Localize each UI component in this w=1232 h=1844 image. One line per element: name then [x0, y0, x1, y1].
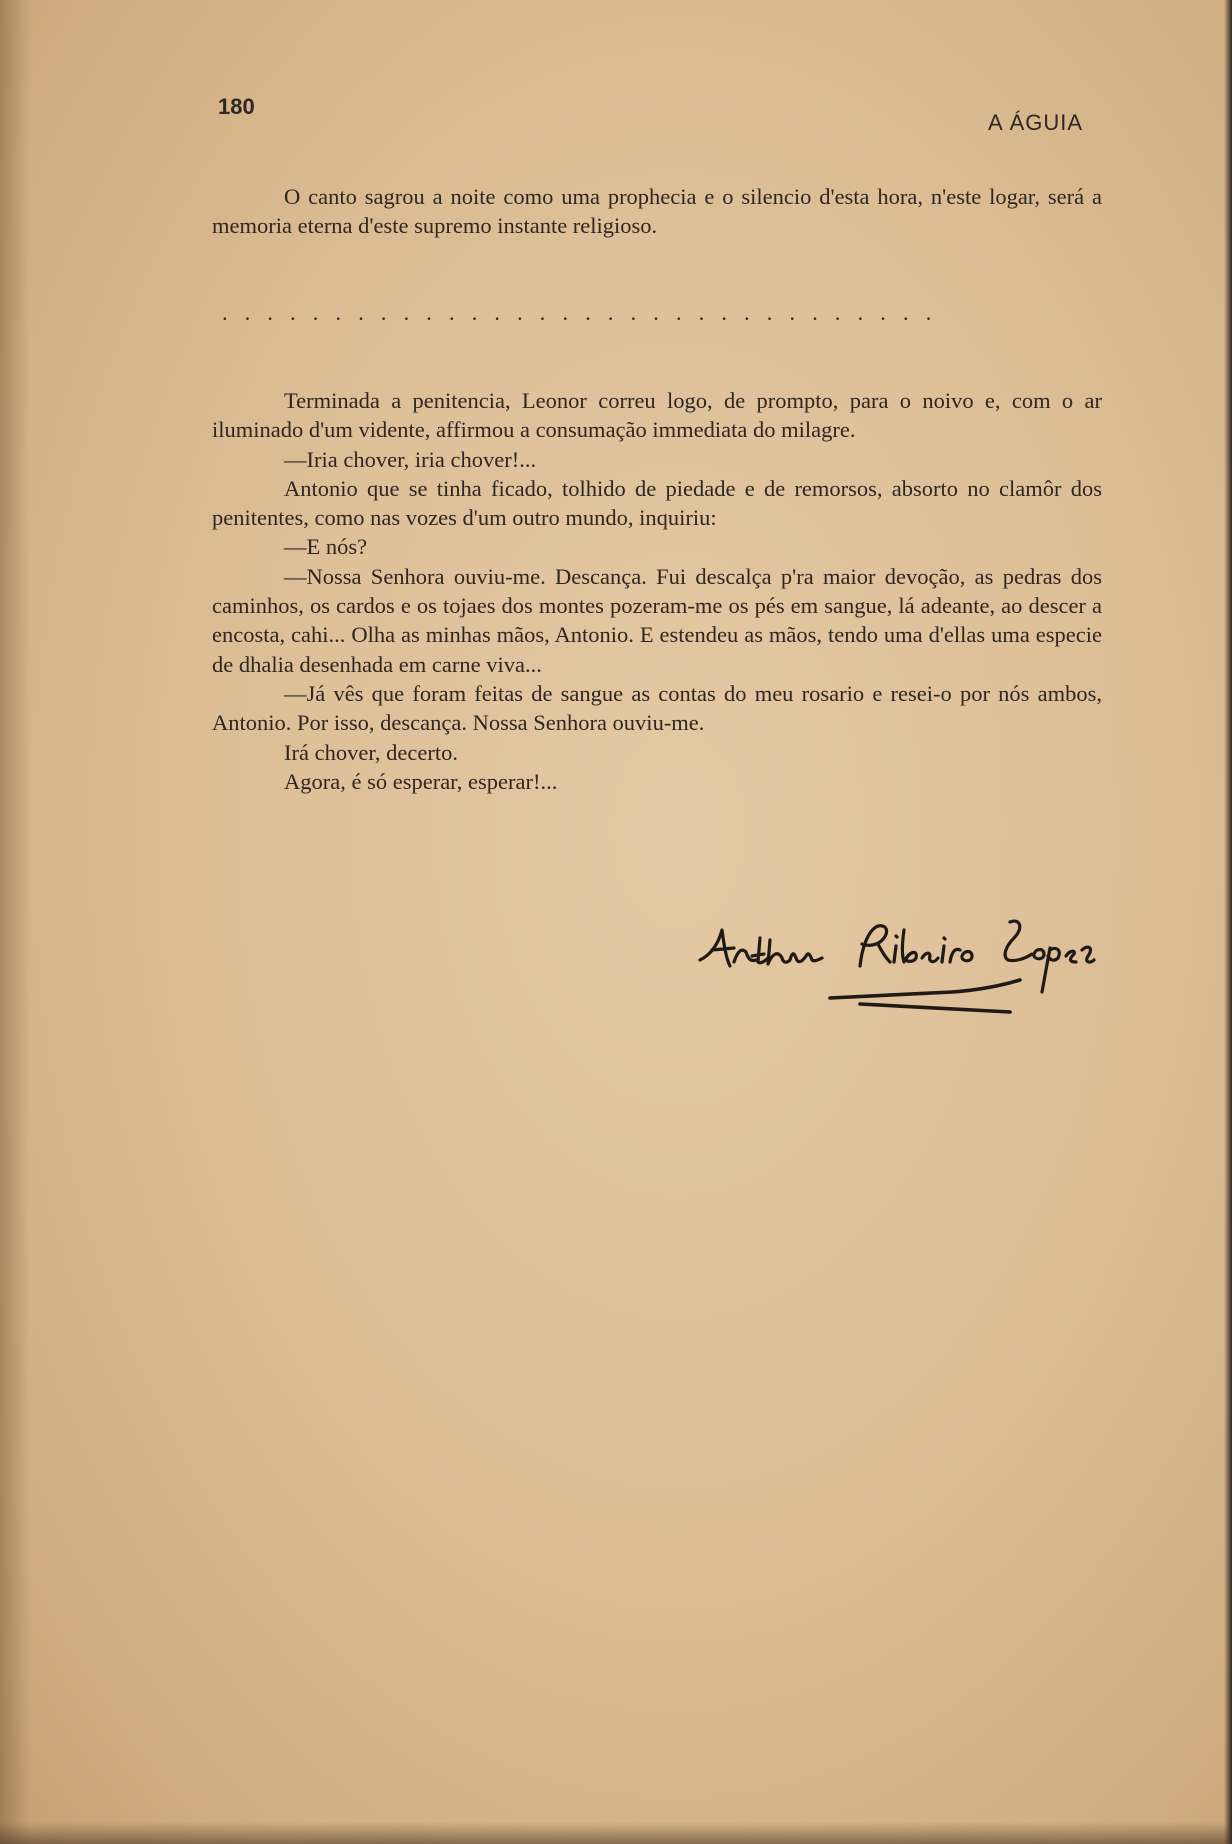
page-edge-shadow — [1224, 0, 1232, 1844]
dialogue-line: —Iria chover, iria chover!... — [284, 446, 537, 472]
paragraph: Terminada a penitencia, Leonor correu logo, de prompto, para o noivo e, com o ar iluminado d'um vidente, affirmou a consumação immediata do milagre. — [212, 388, 1102, 443]
handwritten-signature — [690, 900, 1100, 1030]
dialogue-line: —E nós? — [284, 534, 368, 560]
dialogue-paragraph: —Já vês que foram feitas de sangue as contas do meu rosario e resei-o por nós ambos, Antonio. Por isso, descança. Nossa Senhora ouviu-me. — [212, 680, 1102, 736]
opening-paragraph-block — [212, 182, 1102, 240]
running-head: A ÁGUIA — [988, 110, 1084, 135]
dialogue-paragraph: —Nossa Senhora ouviu-me. Descança. Fui descalça p'ra maior devoção, as pedras dos caminhos, os cardos e os tojaes dos montes pozeram-me os pés em sangue, lá adeante, ao descer a encosta, cahi... Olha as minhas mãos, Antonio. E estendeu as mãos, tendo uma d'ellas uma especie de dhalia desenhada em carne viva... — [212, 563, 1102, 677]
paragraph: Irá chover, decerto. — [284, 739, 458, 765]
paragraph: Antonio que se tinha ficado, tolhido de piedade e de remorsos, absorto no clamôr dos penitentes, como nas vozes d'um outro mundo, inquiriu: — [212, 475, 1102, 531]
paragraph: Agora, é só esperar, esperar!... — [284, 768, 558, 794]
paragraph: O canto sagrou a noite como uma prophecia e o silencio d'esta hora, n'este logar, será a memoria eterna d'este supremo instante religioso. — [212, 184, 1102, 238]
main-text-block — [212, 386, 1102, 796]
section-break-dots: ................................ — [222, 300, 949, 325]
page-number: 180 — [218, 94, 255, 119]
